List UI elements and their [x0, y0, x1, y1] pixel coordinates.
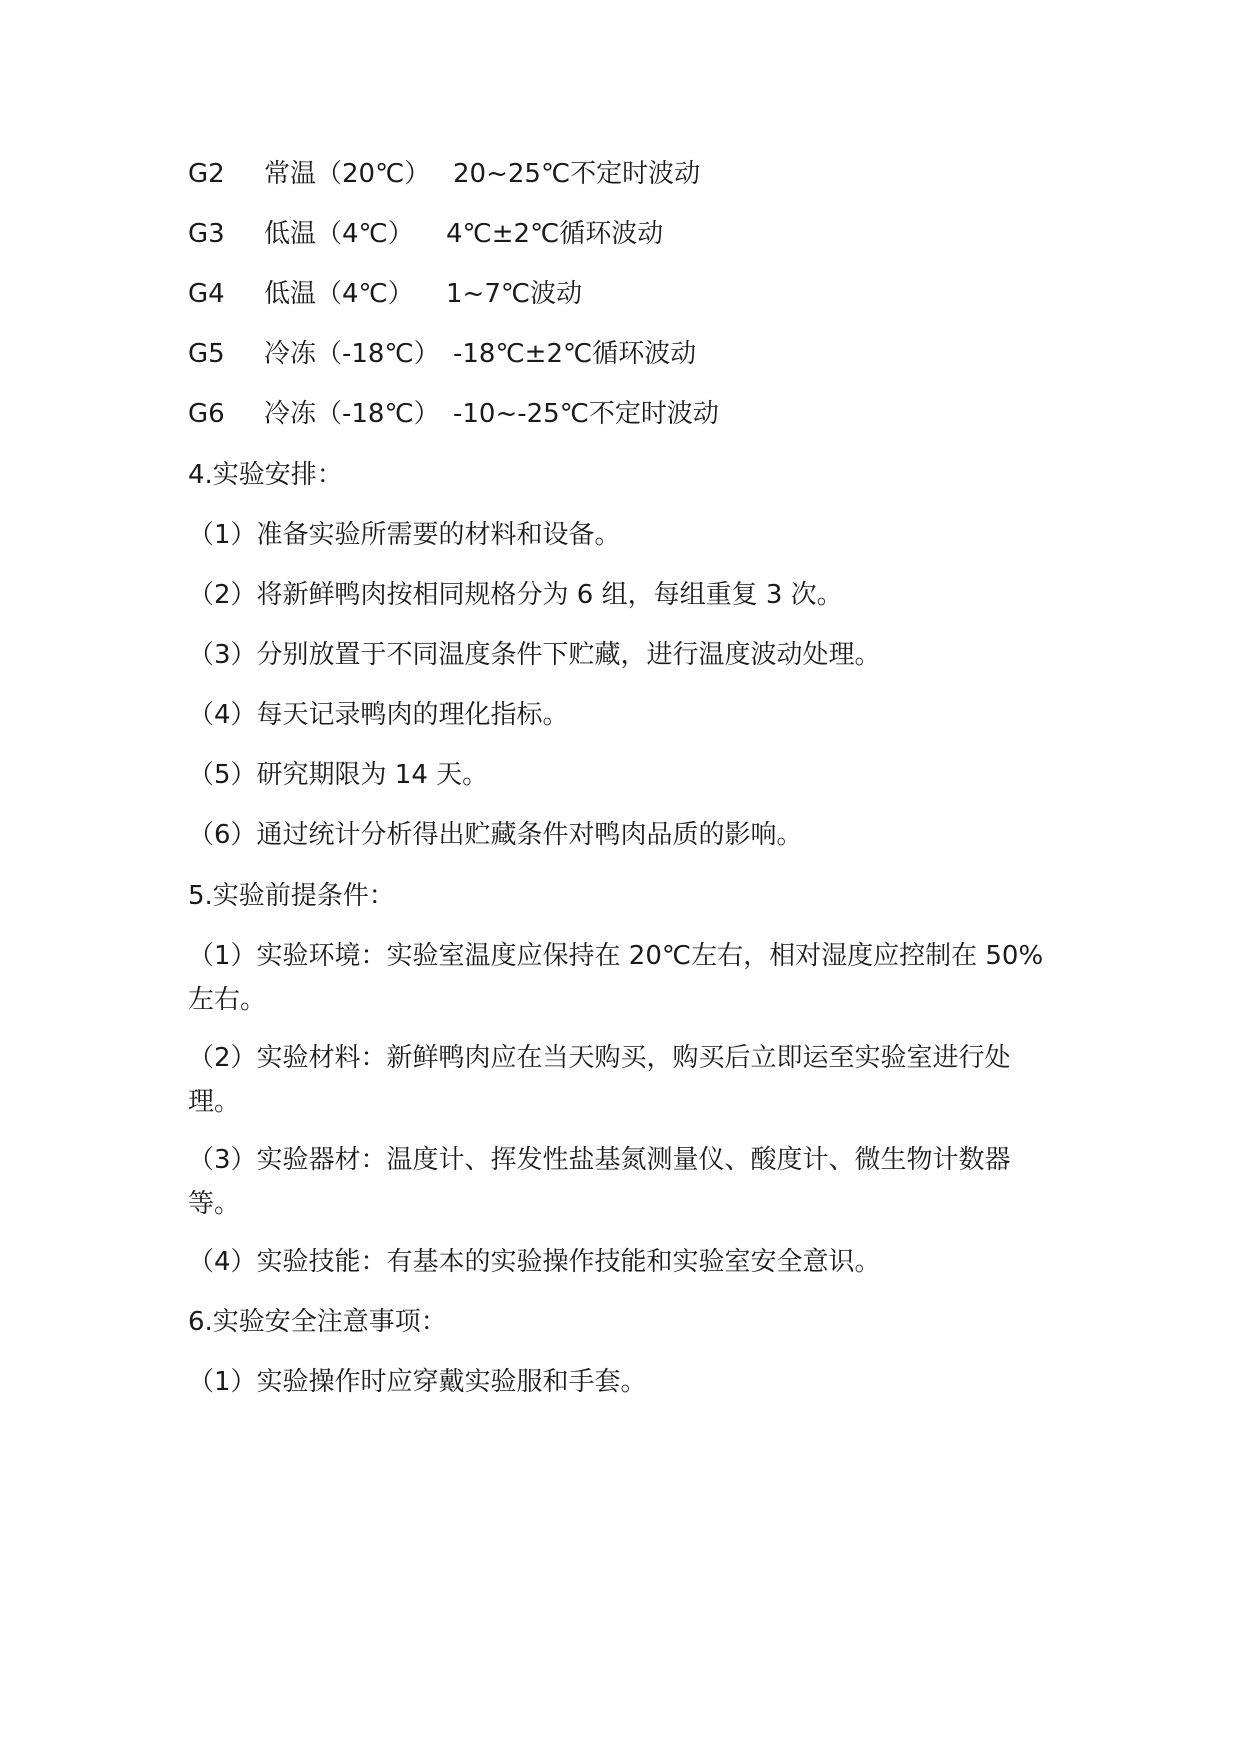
- section-4-item-2: （2）将新鲜鸭肉按相同规格分为 6 组，每组重复 3 次。: [188, 580, 843, 610]
- section-5-item-3-line-2: 等。: [188, 1189, 241, 1219]
- group-fluctuation: 1~7℃波动: [446, 279, 583, 309]
- section-6-item-1: （1）实验操作时应穿戴实验服和手套。: [188, 1367, 647, 1397]
- section-4-heading: 4.实验安排：: [188, 460, 343, 490]
- section-4-item-4: （4）每天记录鸭肉的理化指标。: [188, 700, 569, 730]
- section-5-item-4: （4）实验技能：有基本的实验操作技能和实验室安全意识。: [188, 1247, 881, 1277]
- section-5-item-3-line-1: （3）实验器材：温度计、挥发性盐基氮测量仪、酸度计、微生物计数器: [188, 1145, 1011, 1175]
- group-code: G6: [188, 399, 225, 429]
- group-condition: 低温（4℃）: [264, 219, 414, 249]
- section-5-item-2-line-2: 理。: [188, 1087, 241, 1117]
- section-4-item-5: （5）研究期限为 14 天。: [188, 760, 489, 790]
- group-code: G3: [188, 219, 225, 249]
- group-fluctuation: -10~-25℃不定时波动: [453, 399, 719, 429]
- group-fluctuation: 20~25℃不定时波动: [453, 159, 701, 189]
- section-5-item-1-line-2: 左右。: [188, 985, 267, 1015]
- section-4-item-3: （3）分别放置于不同温度条件下贮藏，进行温度波动处理。: [188, 640, 881, 670]
- group-fluctuation: 4℃±2℃循环波动: [446, 219, 664, 249]
- section-6-heading: 6.实验安全注意事项：: [188, 1307, 447, 1337]
- group-condition: 低温（4℃）: [264, 279, 414, 309]
- section-5-heading: 5.实验前提条件：: [188, 881, 395, 911]
- section-4-item-1: （1）准备实验所需要的材料和设备。: [188, 520, 621, 550]
- group-condition: 冷冻（-18℃）: [264, 399, 440, 429]
- section-5-item-1-line-1: （1）实验环境：实验室温度应保持在 20℃左右，相对湿度应控制在 50%: [188, 941, 1044, 971]
- group-code: G2: [188, 159, 225, 189]
- group-condition: 常温（20℃）: [264, 159, 431, 189]
- section-4-item-6: （6）通过统计分析得出贮藏条件对鸭肉品质的影响。: [188, 820, 803, 850]
- group-code: G4: [188, 279, 225, 309]
- section-5-item-2-line-1: （2）实验材料：新鲜鸭肉应在当天购买，购买后立即运至实验室进行处: [188, 1043, 1011, 1073]
- group-code: G5: [188, 339, 225, 369]
- group-fluctuation: -18℃±2℃循环波动: [453, 339, 697, 369]
- group-condition: 冷冻（-18℃）: [264, 339, 440, 369]
